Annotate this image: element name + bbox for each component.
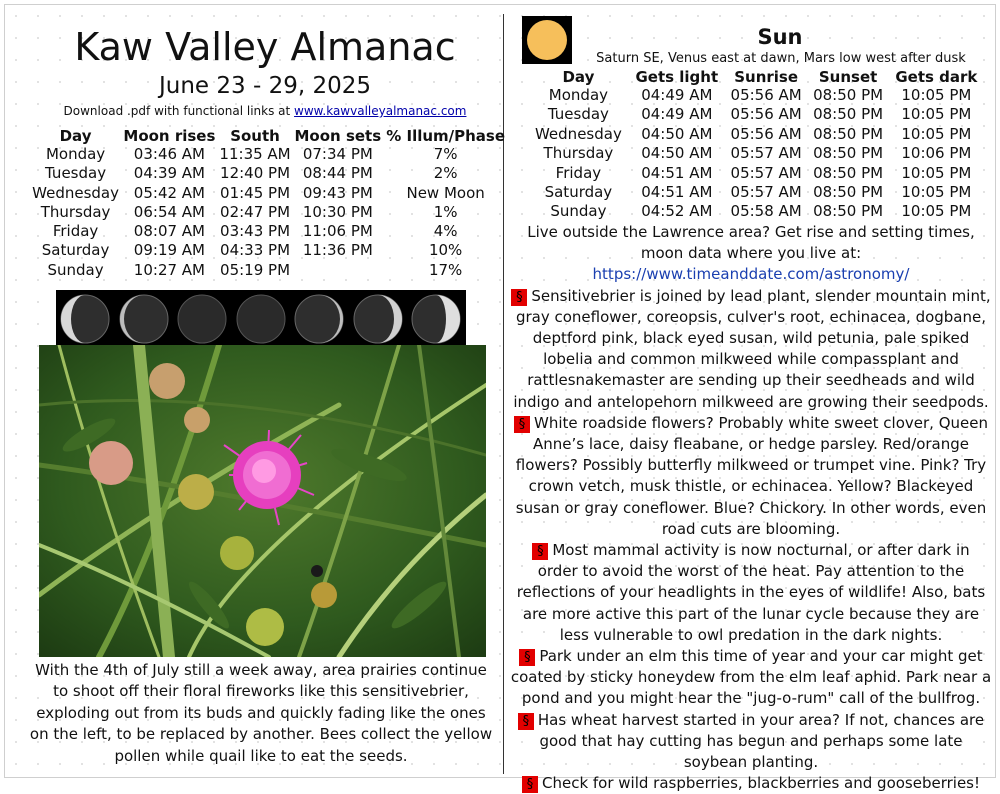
cell-rise: 10:27 AM	[133, 260, 205, 279]
waning-crescent-icon	[56, 290, 115, 348]
cell-day: Wednesday	[32, 183, 119, 202]
cell-set: 07:34 PM	[302, 145, 373, 163]
cell-set: 08:44 PM	[302, 164, 373, 183]
cell-light: 04:51 AM	[641, 163, 713, 182]
cell-sunrise: 05:57 AM	[730, 144, 802, 163]
cell-sunset: 08:50 PM	[813, 183, 884, 202]
cell-illum: New Moon	[406, 183, 485, 202]
table-row	[30, 222, 508, 241]
cell-dark: 10:05 PM	[901, 86, 972, 104]
table-row	[528, 125, 984, 144]
cell-day: Friday	[555, 163, 602, 182]
cell-south: 01:45 PM	[220, 183, 291, 202]
table-row	[30, 203, 508, 222]
cell-illum: 10%	[428, 241, 463, 260]
list-item	[510, 646, 992, 710]
new-moon-icon	[173, 290, 232, 348]
cell-set	[292, 261, 383, 280]
cell-dark: 10:06 PM	[901, 144, 972, 163]
table-row	[30, 184, 508, 203]
header-illum-phase: % Illum/Phase	[386, 127, 506, 145]
section-bullet-icon: §	[511, 289, 527, 306]
table-row	[528, 144, 984, 163]
cell-sunrise: 05:56 AM	[730, 86, 802, 104]
cell-sunrise: 05:58 AM	[730, 202, 802, 221]
table-row	[528, 105, 984, 124]
list-item	[510, 286, 992, 413]
cell-rise: 06:54 AM	[133, 202, 205, 221]
cell-rise: 08:07 AM	[133, 222, 205, 241]
cell-day: Monday	[548, 86, 609, 104]
cell-light: 04:49 AM	[641, 105, 713, 124]
cell-set: 11:06 PM	[302, 222, 373, 241]
header-day: Day	[562, 68, 595, 86]
section-bullet-icon: §	[532, 543, 548, 560]
note-text: Has wheat harvest started in your area? If not, chances are good that hay cutting has begun and perhaps some late soybean planting.	[537, 710, 985, 772]
cell-light: 04:50 AM	[641, 124, 713, 143]
cell-rise: 09:19 AM	[133, 241, 205, 260]
thin-waxing-crescent-icon	[290, 290, 349, 348]
outside-area-text: Live outside the Lawrence area? Get rise and setting times, moon data where you live at:	[527, 223, 975, 263]
moon-phase-strip	[56, 290, 466, 348]
cell-light: 04:50 AM	[641, 144, 713, 163]
cell-dark: 10:05 PM	[901, 202, 972, 221]
website-link[interactable]: www.kawvalleyalmanac.com	[294, 104, 467, 118]
cell-dark: 10:05 PM	[901, 124, 972, 143]
cell-day: Monday	[45, 145, 106, 163]
header-sunset: Sunset	[818, 68, 878, 86]
table-row	[30, 241, 508, 260]
header-day: Day	[59, 127, 92, 145]
table-row	[30, 261, 508, 280]
outside-area-note	[510, 222, 992, 286]
cell-south: 03:43 PM	[220, 222, 291, 241]
section-bullet-icon: §	[518, 713, 534, 730]
cell-day: Sunday	[550, 202, 607, 221]
table-row	[30, 145, 508, 164]
cell-dark: 10:05 PM	[901, 105, 972, 124]
cell-dark: 10:05 PM	[901, 183, 972, 202]
note-text: White roadside flowers? Probably white sweet clover, Queen Anne’s lace, daisy fleabane, or hedge parsley. Red/orange flowers? Possibly butterfly milkweed or trumpet vine. Pink? Try crown vetch, musk thistle, or echinacea. Yellow? Blackeyed susan or gray coneflower. Blue? Chickory. In other words, even road cuts are blooming.	[515, 413, 988, 538]
cell-sunset: 08:50 PM	[813, 86, 884, 104]
notes-column	[510, 222, 992, 794]
moon-table	[30, 127, 508, 280]
cell-illum: 2%	[433, 164, 458, 183]
cell-rise: 05:42 AM	[133, 183, 205, 202]
list-item	[510, 540, 992, 646]
table-row	[528, 164, 984, 183]
note-text: Check for wild raspberries, blackberries and gooseberries!	[541, 774, 981, 793]
cell-day: Tuesday	[547, 105, 609, 124]
cell-south: 04:33 PM	[220, 241, 291, 260]
sun-table	[528, 68, 984, 222]
moon-table-header	[30, 127, 508, 145]
section-bullet-icon: §	[519, 649, 535, 666]
planets-note: Saturn SE, Venus east at dawn, Mars low west after dusk	[596, 51, 966, 66]
table-row	[528, 202, 984, 221]
cell-sunset: 08:50 PM	[813, 124, 884, 143]
cell-sunset: 08:50 PM	[813, 202, 884, 221]
cell-day: Tuesday	[45, 164, 107, 183]
header-moon-rises: Moon rises	[123, 127, 216, 145]
note-text: Most mammal activity is now nocturnal, or after dark in order to avoid the worst of the heat. Pay attention to the reflections of your headlights in the eyes of wildlife! Also, bats are more active this part of the lunar cycle because they are less vulnerable to owl predation in the dark nights.	[516, 541, 986, 644]
photo-caption: With the 4th of July still a week away, area prairies continue to shoot off their floral fireworks like this sensitivebrier, exploding out from its buds and quickly fading like the ones on the left, to be replaced by another. Bees collect the yellow pollen while quail like to eat the seeds.	[29, 661, 493, 765]
timeanddate-link[interactable]: https://www.timeanddate.com/astronomy/	[592, 265, 910, 284]
header-gets-dark: Gets dark	[895, 68, 978, 86]
cell-dark: 10:05 PM	[901, 163, 972, 182]
section-bullet-icon: §	[522, 776, 538, 793]
header-south: South	[230, 127, 280, 145]
cell-day: Friday	[52, 222, 99, 241]
cell-light: 04:49 AM	[641, 86, 713, 104]
cell-sunset: 08:50 PM	[813, 163, 884, 182]
waxing-crescent-icon	[407, 290, 466, 348]
header-gets-light: Gets light	[635, 68, 719, 86]
cell-illum: 4%	[433, 222, 458, 241]
cell-rise: 03:46 AM	[133, 145, 205, 163]
cell-sunset: 08:50 PM	[813, 144, 884, 163]
note-text: Sensitivebrier is joined by lead plant, slender mountain mint, gray coneflower, coreopsis, culver's root, echinacea, dogbane, deptford pink, black eyed susan, wild petunia, pale spiked lobelia and common milkweed while compassplant and rattlesnakemaster are sending up their seedheads and wild indigo and antelopehorn milkweed are growing their seedpods.	[513, 286, 991, 411]
cell-south: 11:35 AM	[219, 145, 291, 163]
sun-icon	[522, 16, 572, 64]
cell-south: 02:47 PM	[220, 202, 291, 221]
download-prefix: Download .pdf with functional links at	[63, 104, 295, 118]
left-column	[30, 25, 506, 348]
cell-day: Sunday	[47, 260, 104, 279]
cell-south: 05:19 PM	[220, 260, 291, 279]
list-item	[510, 710, 992, 774]
cell-light: 04:52 AM	[641, 202, 713, 221]
cell-light: 04:51 AM	[641, 183, 713, 202]
cell-illum: 1%	[433, 202, 458, 221]
cell-day: Saturday	[544, 183, 613, 202]
thin-waning-crescent-icon	[115, 290, 174, 348]
cell-sunrise: 05:56 AM	[730, 105, 802, 124]
page-title: Kaw Valley Almanac	[74, 25, 456, 69]
date-range: June 23 - 29, 2025	[158, 73, 371, 99]
table-row	[528, 86, 984, 105]
table-row	[528, 183, 984, 202]
cell-set: 11:36 PM	[302, 241, 373, 260]
list-item	[510, 413, 992, 540]
waxing-crescent-icon	[349, 290, 408, 348]
cell-sunrise: 05:57 AM	[730, 183, 802, 202]
section-bullet-icon: §	[514, 416, 530, 433]
sensitivebrier-photo	[39, 345, 486, 657]
cell-set: 10:30 PM	[302, 202, 373, 221]
cell-set: 09:43 PM	[302, 183, 373, 202]
cell-day: Saturday	[41, 241, 110, 260]
download-line	[30, 103, 500, 119]
cell-sunrise: 05:56 AM	[730, 124, 802, 143]
new-moon-icon	[232, 290, 291, 348]
cell-rise: 04:39 AM	[133, 164, 205, 183]
sun-table-header	[528, 68, 984, 86]
header-sunrise: Sunrise	[734, 68, 799, 86]
header-moon-sets: Moon sets	[294, 127, 382, 145]
cell-day: Thursday	[40, 202, 111, 221]
table-row	[30, 164, 508, 183]
cell-illum: 17%	[428, 260, 463, 279]
cell-day: Wednesday	[534, 124, 622, 143]
cell-day: Thursday	[543, 144, 614, 163]
sun-section-title: Sun	[757, 25, 803, 49]
note-text: Park under an elm this time of year and your car might get coated by sticky honeydew from the elm leaf aphid. Park near a pond and you might hear the "jug-o-rum" call of the bullfrog.	[510, 647, 992, 708]
cell-south: 12:40 PM	[220, 164, 291, 183]
cell-sunrise: 05:57 AM	[730, 163, 802, 182]
cell-illum: 7%	[433, 145, 458, 163]
cell-sunset: 08:50 PM	[813, 105, 884, 124]
list-item	[510, 773, 992, 794]
